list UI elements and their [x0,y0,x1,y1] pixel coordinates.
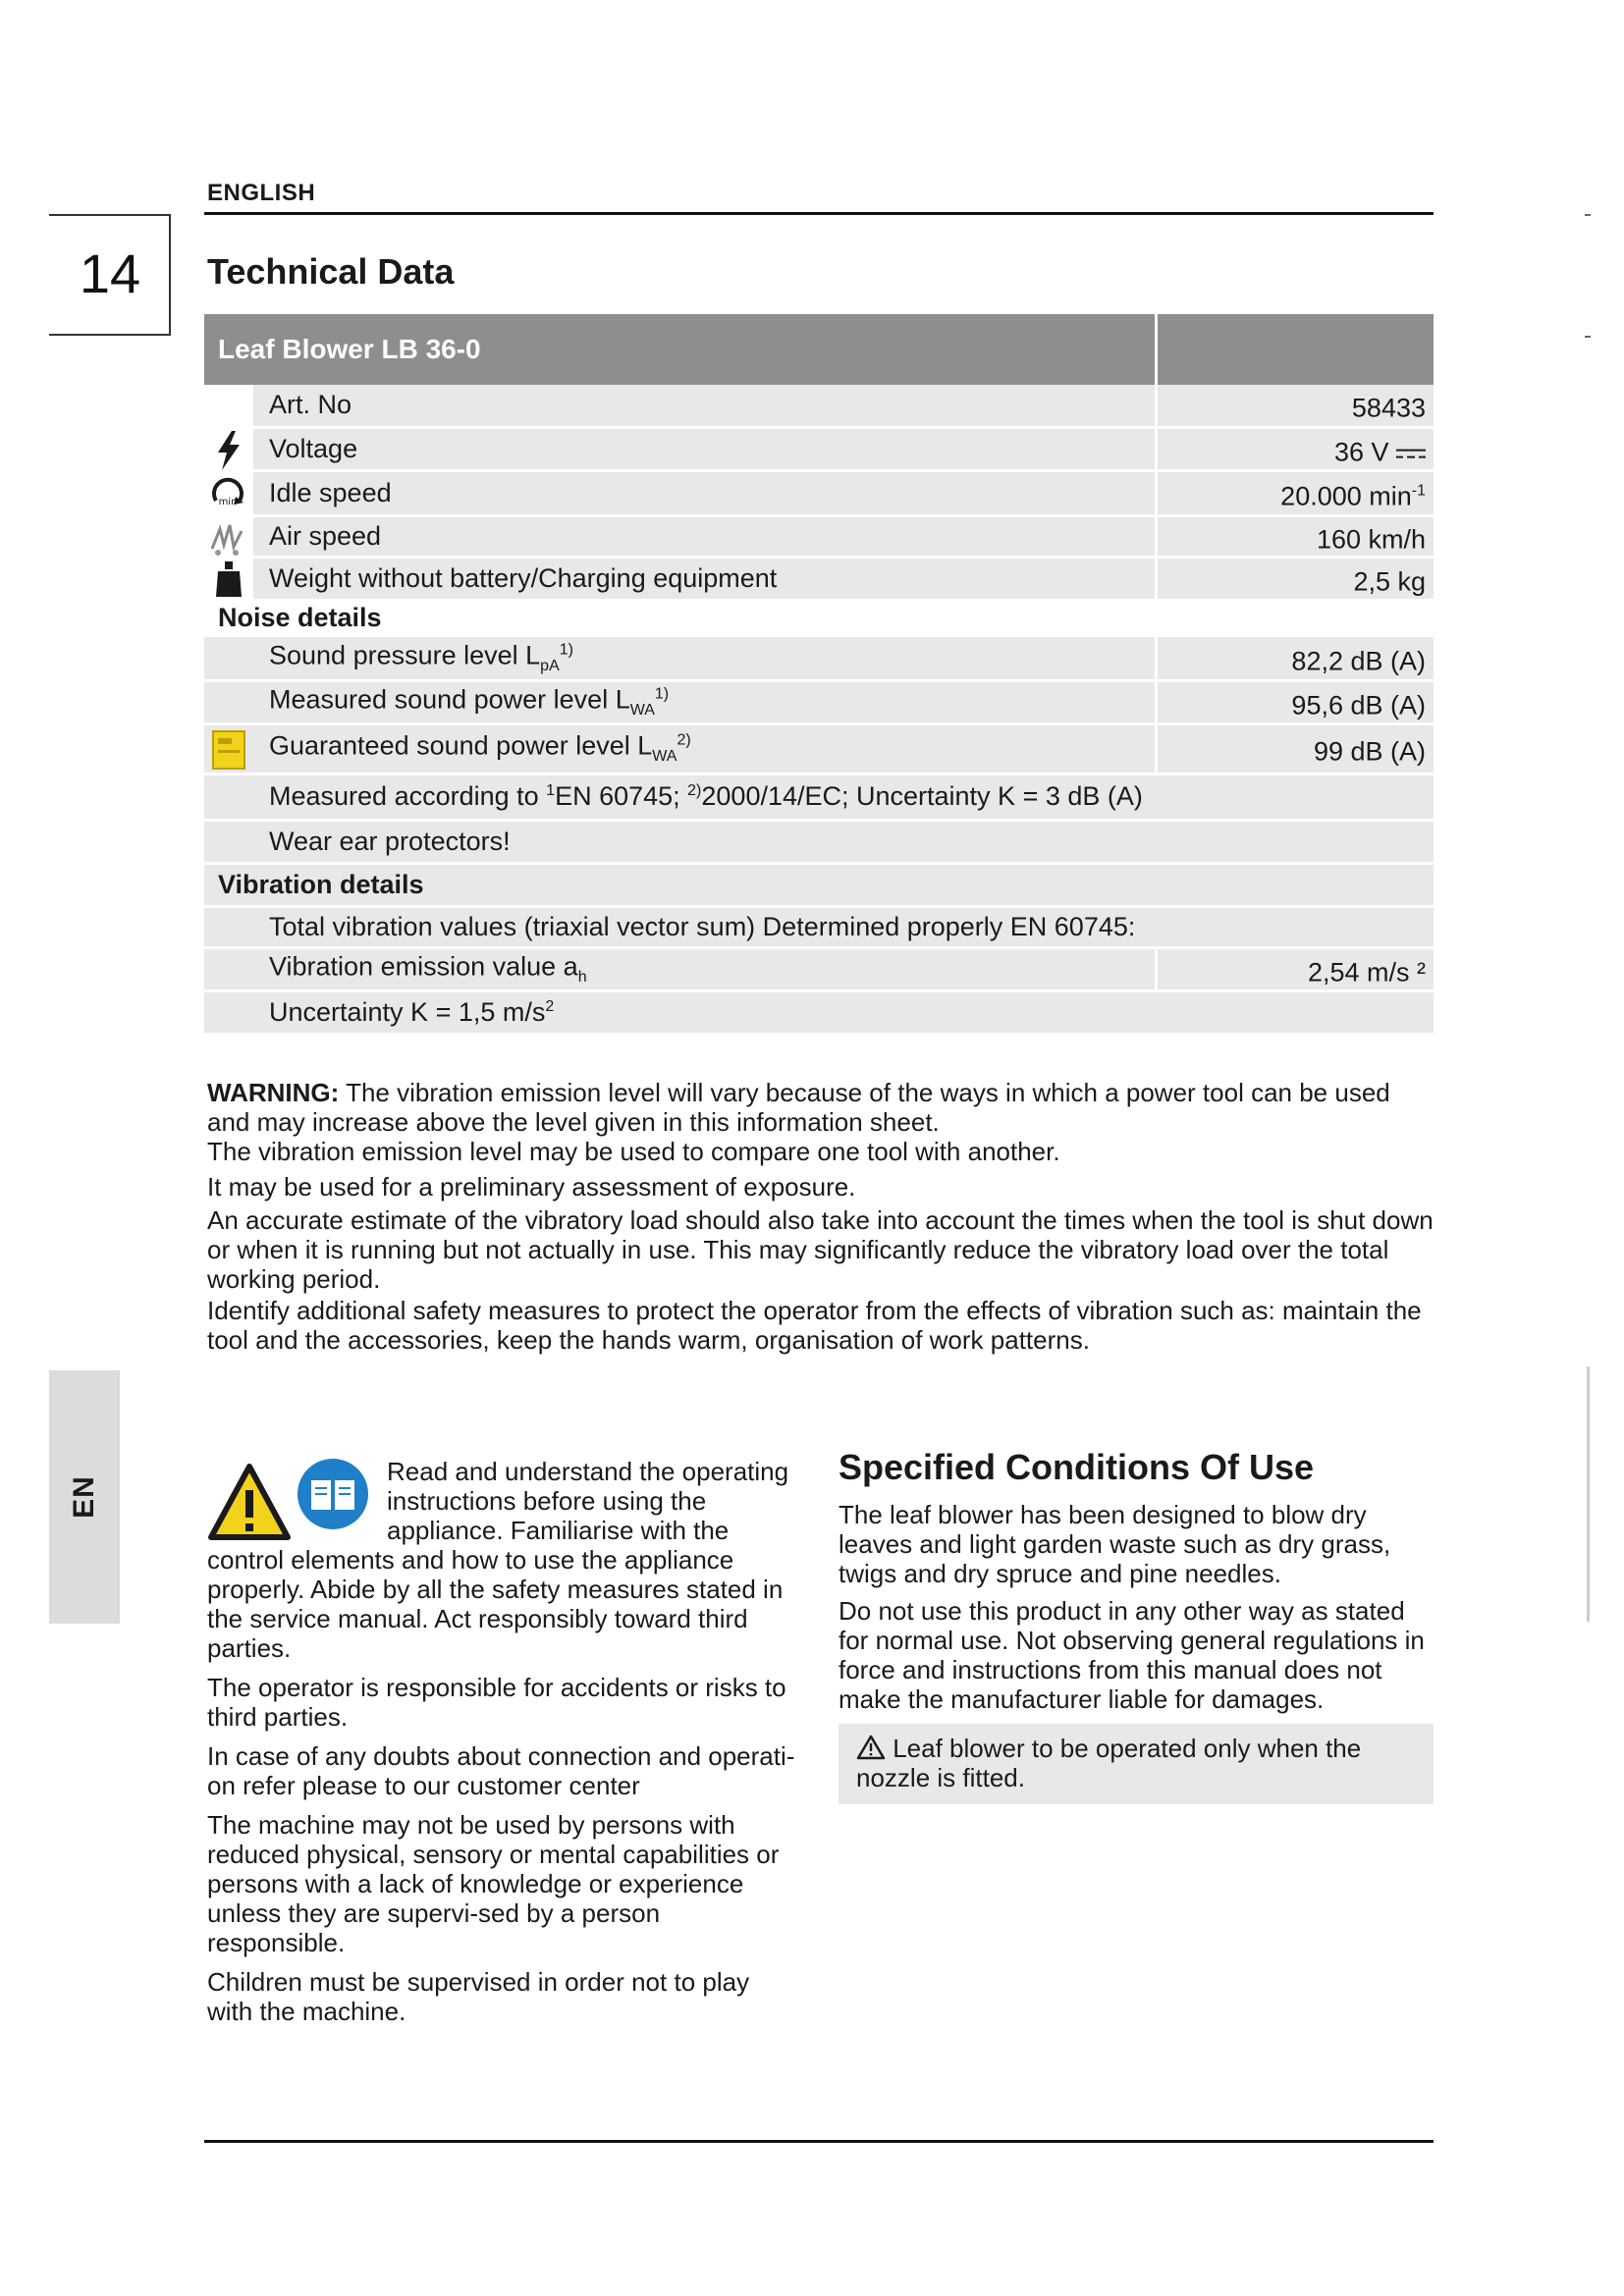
noise-details-heading: Noise details [204,602,1434,637]
sound-power-label-icon [212,730,245,770]
vibration-details-heading: Vibration details [204,865,1434,908]
dc-current-icon [1396,446,1426,461]
edge-tick [1585,214,1591,216]
warning-text: WARNING: The vibration emission level will vary because of the ways in which a power tool can be used and may increase above the level given in this information sheet. The vibration emission level may be used to compare one tool with another. It may be used for a preliminary assessment of exposure. An accurate estimate of the vibratory load should also take into account the times when the tool is shut down or when it is running but not actually in use. This may significantly reduce the vibratory load over the total working period. Identify additional safety measures to protect the operator from the effects of vibration such as: maintain the tool and the accessories, keep the hands warm, organisation of work patterns. [207,1078,1434,1355]
language-side-label: EN [68,1475,100,1519]
table-row [204,385,1434,429]
table-title: Leaf Blower LB 36-0 [218,334,481,364]
row-label: Weight without battery/Charging equipment [269,562,778,593]
measured-according-label: Measured according to $^1$EN 60745; $^{2)}$2000/14/EC; Uncertainty K = 3 dB (A) [269,780,1143,811]
table-row [204,559,1434,602]
table-row [204,429,1434,472]
row-label: Vibration emission value $a_h$ [269,951,587,986]
row-value: 58433 [1351,393,1426,423]
table-row [204,775,1434,822]
header-rule [204,212,1434,215]
table-header [204,314,1434,385]
row-value: 2,5 kg [1353,566,1426,597]
row-label: Air speed [269,520,382,551]
table-row [204,682,1434,725]
page-number: 14 [79,242,141,304]
row-value: 82,2 dB (A) [1291,646,1426,676]
row-label: Voltage [269,433,358,463]
table-row [204,949,1434,992]
weight-icon [214,561,244,599]
row-value: 95,6 dB (A) [1291,690,1426,721]
margin-bar [1587,1366,1590,1622]
row-label: Guaranteed sound power level $L_{WA}^{2)}$ [269,730,691,765]
row-value: 2,54 m/s ² [1307,957,1426,988]
table-row [204,822,1434,865]
footer-rule [204,2140,1434,2143]
edge-tick [1585,336,1591,338]
caution-icon [856,1735,886,1760]
safety-instructions: Read and understand the operating instructions before using the appliance. Familiarise with the control elements and how to use the appliance properly. Abide by all the safety measures stated in the service manual. Act responsibly toward third parties. The operator is responsible for accidents or risks to third parties. In case of any doubts about connection and operati-on refer please to our customer center The machine may not be used by persons with reduced physical, sensory or mental capabilities or persons with a lack of knowledge or experience unless they are supervi-sed by a person responsible. Children must be supervised in order not to play with the machine. [207,1457,795,2026]
row-label: Uncertainty K = 1,5 $m/s^2$ [269,996,555,1027]
row-value: 20.000 $\min^{-1}$ [1280,481,1426,511]
row-value: 36 V [1334,437,1426,467]
lightning-icon [214,431,244,470]
specified-conditions: Specified Conditions Of Use The leaf blower has been designed to blow dry leaves and light garden waste such as dry grass, twigs and dry spruce and pine needles. Do not use this product in any other way as stated for normal use. Not observing general regulations in force and instructions from this manual does not make the manufacturer liable for damages. Leaf blower to be operated only when the nozzle is fitted. [839,1453,1434,1804]
row-value: 160 km/h [1316,524,1426,555]
specified-conditions-heading: Specified Conditions Of Use [839,1447,1315,1487]
table-row [204,637,1434,682]
table-row [204,908,1434,949]
technical-data-table [204,314,1434,1036]
row-label: Total vibration values (triaxial vector sum) Determined properly EN 60745: [269,911,1136,941]
nozzle-note: Leaf blower to be operated only when the nozzle is fitted. [839,1724,1434,1804]
table-row [204,517,1434,559]
row-label: Measured sound power level $L_{WA}^{1)}$ [269,684,670,719]
table-row [204,472,1434,517]
svg-text:min: min [218,497,238,507]
language-header: ENGLISH [207,180,316,206]
warning-triangle-icon [207,1463,292,1541]
table-row [204,725,1434,775]
air-speed-icon [208,519,247,557]
row-label: Art. No [269,389,352,419]
row-value: 99 dB (A) [1313,736,1426,767]
wear-ear-protectors: Wear ear protectors! [269,826,511,856]
idle-speed-icon [208,475,247,514]
table-row [204,992,1434,1036]
read-manual-icon [296,1457,370,1531]
row-label: Sound pressure level $L_{pA}^{1)}$ [269,640,573,674]
row-label: Idle speed [269,477,392,507]
section-title: Technical Data [207,251,455,292]
